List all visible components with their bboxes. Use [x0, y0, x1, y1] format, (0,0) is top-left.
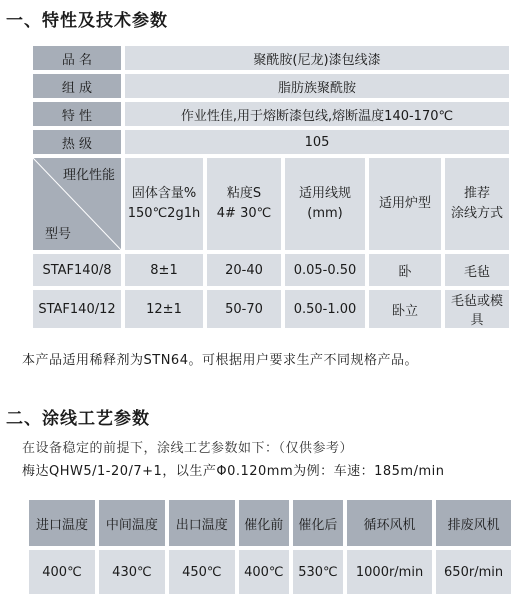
gauge-cell: 0.05-0.50	[284, 253, 366, 287]
header-line1: 推荐	[463, 186, 490, 201]
prop-row-name	[32, 45, 510, 71]
spec-row	[32, 289, 510, 329]
header-line1: 适用线规	[298, 186, 351, 201]
prop-label: 特 性	[32, 101, 122, 127]
spec-header-row	[32, 157, 510, 251]
spec-row	[32, 253, 510, 287]
process-table	[26, 497, 514, 597]
header-furnace-type	[368, 157, 442, 251]
corner-header-top: 理化性能	[62, 168, 115, 183]
corner-header-bottom: 型号	[45, 227, 72, 242]
process-header-cell: 排废风机	[435, 499, 512, 547]
process-value-cell: 400℃	[238, 549, 290, 595]
solid-cell: 8±1	[124, 253, 204, 287]
header-line2: 4# 30℃	[216, 206, 272, 221]
section-1-heading: 一、特性及技术参数	[6, 11, 168, 31]
process-value-cell: 400℃	[28, 549, 96, 595]
process-header-row	[28, 499, 512, 547]
process-example: 梅达QHW5/1-20/7+1，以生产Φ0.120mm为例：车速：185m/min	[22, 464, 445, 479]
solid-cell: 12±1	[124, 289, 204, 329]
furnace-cell: 卧	[368, 253, 442, 287]
furnace-cell: 卧立	[368, 289, 442, 329]
prop-label: 热 级	[32, 129, 122, 155]
header-coating-method	[444, 157, 510, 251]
header-solid-content	[124, 157, 204, 251]
header-line2: (mm)	[307, 206, 343, 221]
method-cell: 毛毡或模具	[444, 289, 510, 329]
process-header-cell: 循环风机	[346, 499, 433, 547]
process-value-cell: 430℃	[98, 549, 166, 595]
viscosity-cell: 20-40	[206, 253, 282, 287]
method-cell: 毛毡	[444, 253, 510, 287]
prop-row-composition	[32, 73, 510, 99]
process-header-cell: 催化前	[238, 499, 290, 547]
prop-value: 作业性佳,用于熔断漆包线,熔断温度140-170℃	[124, 101, 510, 127]
process-value-cell: 530℃	[292, 549, 344, 595]
header-line2: 涂线方式	[450, 206, 503, 221]
prop-value: 脂肪族聚酰胺	[124, 73, 510, 99]
viscosity-cell: 50-70	[206, 289, 282, 329]
header-line1: 粘度S	[226, 186, 262, 201]
prop-value: 105	[124, 129, 510, 155]
prop-label: 组 成	[32, 73, 122, 99]
process-header-cell: 出口温度	[168, 499, 236, 547]
process-intro: 在设备稳定的前提下，涂线工艺参数如下：（仅供参考）	[22, 441, 354, 456]
model-cell: STAF140/8	[32, 253, 122, 287]
header-viscosity	[206, 157, 282, 251]
process-value-cell: 450℃	[168, 549, 236, 595]
prop-row-feature	[32, 101, 510, 127]
header-wire-gauge	[284, 157, 366, 251]
section-2-heading: 二、涂线工艺参数	[6, 409, 150, 429]
header-line2: 150℃2g1h	[127, 206, 201, 221]
model-cell: STAF140/12	[32, 289, 122, 329]
process-value-cell: 650r/min	[435, 549, 512, 595]
process-value-row	[28, 549, 512, 595]
header-line1: 固体含量%	[131, 186, 197, 201]
diluent-note: 本产品适用稀释剂为STN64。可根据用户要求生产不同规格产品。	[22, 353, 418, 368]
process-header-cell: 进口温度	[28, 499, 96, 547]
prop-label: 品 名	[32, 45, 122, 71]
process-header-cell: 催化后	[292, 499, 344, 547]
prop-value: 聚酰胺(尼龙)漆包线漆	[124, 45, 510, 71]
process-value-cell: 1000r/min	[346, 549, 433, 595]
gauge-cell: 0.50-1.00	[284, 289, 366, 329]
spec-table	[30, 43, 512, 331]
corner-header-cell	[32, 157, 122, 251]
process-header-cell: 中间温度	[98, 499, 166, 547]
prop-row-thermal-class	[32, 129, 510, 155]
header-line1: 适用炉型	[378, 196, 431, 211]
